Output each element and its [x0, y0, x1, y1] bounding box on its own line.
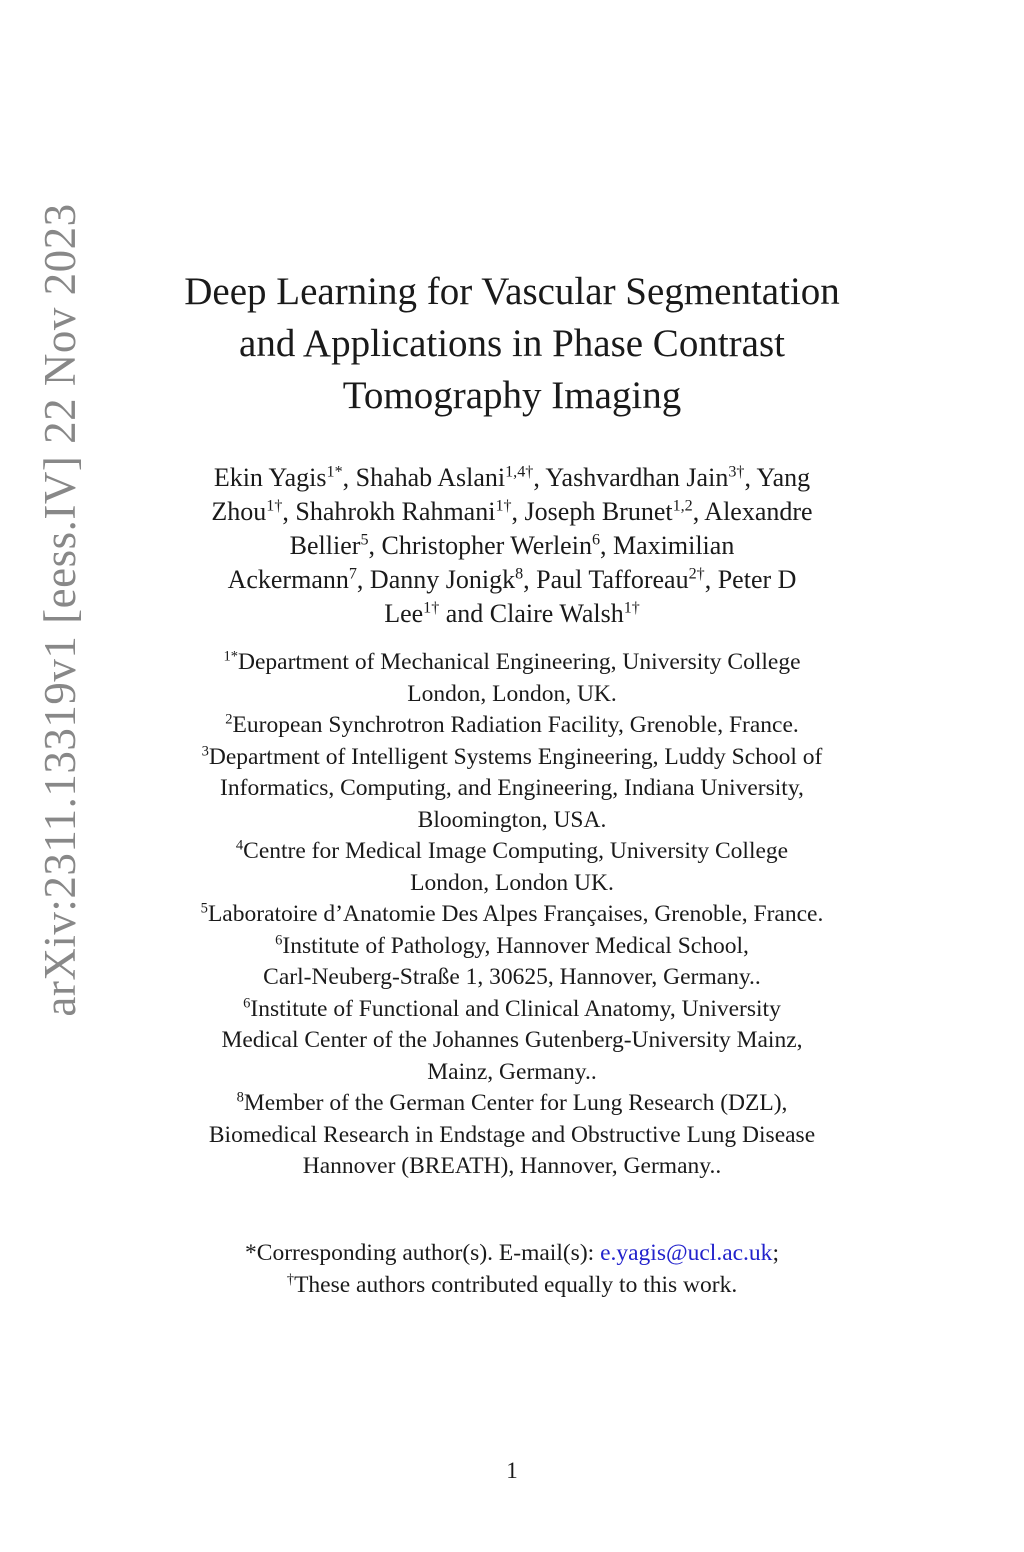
affiliation-line	[0, 1088, 1024, 1120]
affiliation-marker: 3†	[728, 463, 745, 481]
affiliation-text: European Synchrotron Radiation Facility, Grenoble, France.	[232, 712, 799, 738]
affiliation-number: 5	[200, 900, 208, 917]
title-line: Deep Learning for Vascular Segmentation	[184, 270, 840, 313]
corresponding-suffix: ;	[772, 1240, 779, 1266]
author-name: , Joseph Brunet	[511, 497, 673, 526]
affiliation-text: Institute of Pathology, Hannover Medical School,	[282, 932, 749, 959]
affiliation-line	[0, 994, 1024, 1026]
affiliation-number: 2	[225, 711, 233, 728]
affiliation-line	[0, 679, 1024, 711]
affiliation-marker: 8	[515, 565, 524, 583]
author-line	[0, 529, 1024, 563]
author-line	[0, 495, 1024, 529]
affiliation-line	[0, 868, 1024, 900]
affiliation-text: Department of Intelligent Systems Engineering, Luddy School of	[208, 743, 823, 770]
author-name: , Peter D	[704, 565, 797, 594]
title-line: and Applications in Phase Contrast	[239, 322, 785, 365]
affiliation-number: 6	[275, 931, 283, 948]
author-name: Zhou	[211, 497, 267, 526]
author-name: Ekin Yagis	[213, 463, 327, 492]
affiliation-marker: 1†	[423, 599, 440, 617]
affiliation	[0, 899, 1024, 931]
affiliation-text: London, London, UK.	[407, 680, 617, 707]
affiliation-number: 6	[243, 994, 251, 1011]
corresponding-note	[0, 1238, 1024, 1301]
email-link[interactable]: e.yagis@ucl.ac.uk	[600, 1240, 773, 1266]
author-name: , Yang	[744, 463, 811, 492]
affiliation-text: Institute of Functional and Clinical Anatomy, University	[250, 995, 781, 1022]
affiliation-marker: 1*	[326, 463, 343, 481]
affiliation-line	[0, 1151, 1024, 1183]
affiliation-line	[0, 742, 1024, 774]
author-name: Lee	[384, 599, 424, 628]
affiliation	[0, 1088, 1024, 1183]
author-name: , Yashvardhan Jain	[533, 463, 729, 492]
affiliation	[0, 994, 1024, 1089]
affiliation-text: Department of Mechanical Engineering, University College	[238, 649, 801, 675]
paper-title	[0, 266, 1024, 422]
author-list	[0, 461, 1024, 631]
affiliation-text: Biomedical Research in Endstage and Obstructive Lung Disease	[208, 1121, 816, 1148]
equal-contribution-text: These authors contributed equally to this work.	[294, 1271, 738, 1298]
affiliation-line	[0, 1057, 1024, 1089]
affiliation-text: Centre for Medical Image Computing, University College	[243, 838, 789, 864]
affiliation-marker: 1,2	[672, 497, 693, 515]
affiliation-text: Hannover (BREATH), Hannover, Germany..	[302, 1153, 722, 1179]
affiliation-line	[0, 773, 1024, 805]
author-name: Ackermann	[227, 565, 349, 594]
author-line	[0, 461, 1024, 495]
affiliation-marker: 1,4†	[505, 463, 534, 481]
affiliation-line	[0, 899, 1024, 931]
affiliation-line	[0, 962, 1024, 994]
affiliation-line	[0, 1120, 1024, 1152]
affiliation-line	[0, 931, 1024, 963]
affiliation-marker: 5	[360, 531, 369, 549]
affiliation-text: London, London UK.	[410, 869, 614, 896]
affiliation	[0, 647, 1024, 710]
affiliation-marker: 1†	[266, 497, 283, 515]
affiliation	[0, 742, 1024, 837]
affiliation-number: 4	[235, 837, 244, 854]
equal-contribution-line	[0, 1270, 1024, 1302]
affiliation-marker: 2†	[688, 565, 705, 583]
affiliation-text: Bloomington, USA.	[417, 806, 607, 833]
affiliation	[0, 710, 1024, 742]
affiliation-line	[0, 710, 1024, 742]
affiliation-number: 3	[201, 742, 209, 759]
author-line	[0, 563, 1024, 597]
author-name: , Christopher Werlein	[368, 531, 592, 560]
affiliation-line	[0, 1025, 1024, 1057]
author-name: Bellier	[289, 531, 361, 560]
affiliation-text: Carl-Neuberg-Straße 1, 30625, Hannover, Germany..	[263, 964, 761, 990]
author-name: , Alexandre	[692, 497, 813, 526]
affiliation	[0, 836, 1024, 899]
page-number: 1	[506, 1458, 518, 1483]
affiliation	[0, 931, 1024, 994]
title-line: Tomography Imaging	[342, 374, 682, 417]
affiliation-line	[0, 805, 1024, 837]
affiliation-list	[0, 647, 1024, 1183]
affiliation-line	[0, 647, 1024, 679]
affiliation-marker: 6	[591, 531, 600, 549]
affiliation-text: Medical Center of the Johannes Gutenberg-University Mainz,	[221, 1027, 803, 1053]
arxiv-stamp: arXiv:2311.13319v1 [eess.IV] 22 Nov 2023	[35, 203, 85, 1017]
affiliation-line	[0, 836, 1024, 868]
affiliation-marker: 1†	[623, 599, 640, 617]
corresponding-author-line	[0, 1238, 1024, 1270]
author-name: and Claire Walsh	[439, 599, 624, 628]
author-name: , Shahab Aslani	[342, 463, 506, 492]
author-name: , Paul Tafforeau	[523, 565, 689, 594]
affiliation-number: 8	[236, 1089, 244, 1106]
author-line	[0, 597, 1024, 631]
author-name: , Maximilian	[600, 531, 735, 560]
affiliation-number: 1*	[223, 648, 239, 665]
dagger-mark: †	[286, 1270, 295, 1287]
corresponding-prefix: *Corresponding author(s). E-mail(s):	[245, 1240, 601, 1266]
author-name: , Shahrokh Rahmani	[282, 497, 496, 526]
author-name: , Danny Jonigk	[356, 565, 516, 594]
affiliation-text: Mainz, Germany..	[427, 1058, 597, 1085]
affiliation-text: Laboratoire d’Anatomie Des Alpes Françaises, Grenoble, France.	[207, 901, 824, 927]
affiliation-marker: 1†	[495, 497, 512, 515]
affiliation-marker: 7	[348, 565, 357, 583]
affiliation-text: Informatics, Computing, and Engineering, Indiana University,	[220, 775, 804, 801]
affiliation-text: Member of the German Center for Lung Research (DZL),	[243, 1090, 788, 1116]
